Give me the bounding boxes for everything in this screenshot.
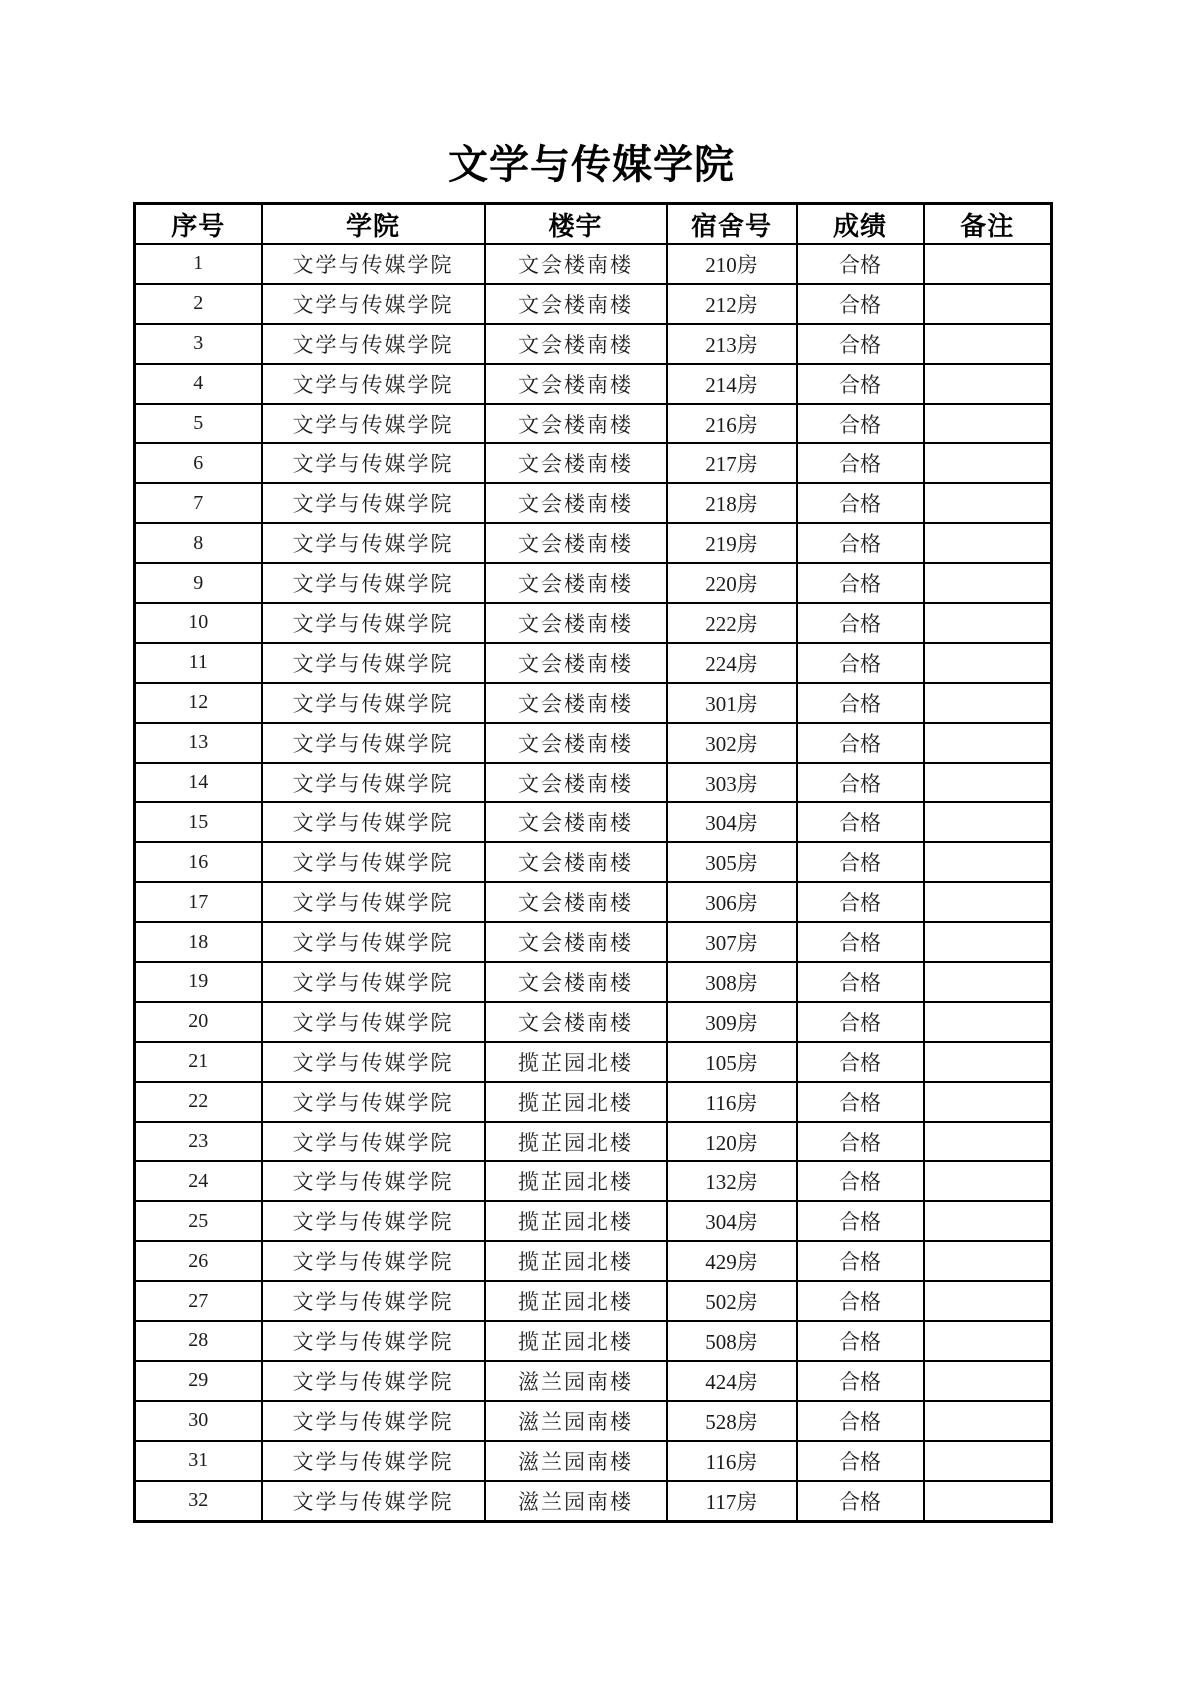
cell-grade: 合格 [797,603,924,643]
cell-index: 20 [135,1002,262,1042]
table-row [135,324,1052,364]
cell-grade: 合格 [797,1281,924,1321]
col-header-building: 楼宇 [485,204,667,245]
cell-remark [924,603,1052,643]
cell-room: 429房 [667,1241,797,1281]
cell-grade: 合格 [797,723,924,763]
cell-grade: 合格 [797,802,924,842]
cell-room: 216房 [667,404,797,444]
cell-room: 132房 [667,1161,797,1201]
cell-building: 揽芷园北楼 [485,1281,667,1321]
cell-grade: 合格 [797,324,924,364]
cell-remark [924,1361,1052,1401]
cell-grade: 合格 [797,882,924,922]
cell-remark [924,1042,1052,1082]
cell-remark [924,683,1052,723]
cell-index: 23 [135,1122,262,1162]
cell-building: 文会楼南楼 [485,483,667,523]
cell-college: 文学与传媒学院 [262,683,485,723]
cell-grade: 合格 [797,922,924,962]
cell-college: 文学与传媒学院 [262,1161,485,1201]
cell-room: 210房 [667,244,797,284]
cell-remark [924,1481,1052,1521]
cell-college: 文学与传媒学院 [262,1281,485,1321]
cell-grade: 合格 [797,1241,924,1281]
cell-room: 220房 [667,563,797,603]
cell-room: 502房 [667,1281,797,1321]
cell-index: 16 [135,842,262,882]
cell-room: 303房 [667,763,797,803]
cell-college: 文学与传媒学院 [262,404,485,444]
cell-index: 10 [135,603,262,643]
cell-room: 117房 [667,1481,797,1521]
cell-building: 文会楼南楼 [485,962,667,1002]
cell-grade: 合格 [797,962,924,1002]
cell-building: 滋兰园南楼 [485,1481,667,1521]
cell-grade: 合格 [797,1401,924,1441]
cell-college: 文学与传媒学院 [262,1481,485,1521]
cell-room: 301房 [667,683,797,723]
cell-grade: 合格 [797,1082,924,1122]
cell-remark [924,404,1052,444]
cell-building: 文会楼南楼 [485,683,667,723]
cell-remark [924,1082,1052,1122]
cell-college: 文学与传媒学院 [262,1042,485,1082]
cell-remark [924,364,1052,404]
cell-building: 文会楼南楼 [485,404,667,444]
cell-college: 文学与传媒学院 [262,483,485,523]
cell-room: 213房 [667,324,797,364]
cell-index: 28 [135,1321,262,1361]
cell-grade: 合格 [797,563,924,603]
cell-remark [924,1201,1052,1241]
cell-grade: 合格 [797,763,924,803]
cell-grade: 合格 [797,683,924,723]
cell-index: 12 [135,683,262,723]
cell-index: 17 [135,882,262,922]
cell-room: 304房 [667,1201,797,1241]
table-row [135,1042,1052,1082]
cell-index: 3 [135,324,262,364]
table-row [135,643,1052,683]
cell-building: 文会楼南楼 [485,284,667,324]
cell-college: 文学与传媒学院 [262,1401,485,1441]
table-row [135,723,1052,763]
cell-college: 文学与传媒学院 [262,763,485,803]
cell-remark [924,1161,1052,1201]
table-row [135,364,1052,404]
table-row [135,1161,1052,1201]
table-row [135,962,1052,1002]
cell-college: 文学与传媒学院 [262,364,485,404]
cell-index: 4 [135,364,262,404]
table-row [135,443,1052,483]
cell-room: 214房 [667,364,797,404]
cell-building: 文会楼南楼 [485,922,667,962]
cell-grade: 合格 [797,1161,924,1201]
table-row [135,1082,1052,1122]
table-row [135,1201,1052,1241]
cell-room: 305房 [667,842,797,882]
table-row [135,842,1052,882]
cell-building: 文会楼南楼 [485,324,667,364]
cell-room: 304房 [667,802,797,842]
cell-college: 文学与传媒学院 [262,523,485,563]
cell-grade: 合格 [797,443,924,483]
cell-remark [924,324,1052,364]
cell-building: 文会楼南楼 [485,364,667,404]
cell-building: 文会楼南楼 [485,443,667,483]
table-body [135,244,1052,1521]
col-header-grade: 成绩 [797,204,924,245]
table-row [135,1401,1052,1441]
cell-building: 文会楼南楼 [485,244,667,284]
cell-index: 7 [135,483,262,523]
cell-grade: 合格 [797,364,924,404]
cell-remark [924,244,1052,284]
table-row [135,1481,1052,1521]
cell-building: 文会楼南楼 [485,563,667,603]
cell-grade: 合格 [797,244,924,284]
cell-building: 揽芷园北楼 [485,1201,667,1241]
cell-remark [924,842,1052,882]
cell-room: 302房 [667,723,797,763]
cell-index: 6 [135,443,262,483]
table-row [135,922,1052,962]
cell-room: 306房 [667,882,797,922]
cell-index: 11 [135,643,262,683]
cell-room: 224房 [667,643,797,683]
cell-college: 文学与传媒学院 [262,1321,485,1361]
table-row [135,603,1052,643]
cell-remark [924,563,1052,603]
cell-remark [924,922,1052,962]
cell-room: 307房 [667,922,797,962]
cell-grade: 合格 [797,483,924,523]
cell-room: 219房 [667,523,797,563]
cell-building: 滋兰园南楼 [485,1361,667,1401]
table-header-row [135,204,1052,245]
cell-grade: 合格 [797,1441,924,1481]
cell-index: 1 [135,244,262,284]
cell-remark [924,1441,1052,1481]
cell-remark [924,1401,1052,1441]
table-row [135,1281,1052,1321]
cell-college: 文学与传媒学院 [262,443,485,483]
cell-index: 8 [135,523,262,563]
cell-building: 文会楼南楼 [485,523,667,563]
cell-building: 滋兰园南楼 [485,1401,667,1441]
cell-college: 文学与传媒学院 [262,324,485,364]
table-row [135,882,1052,922]
cell-building: 滋兰园南楼 [485,1441,667,1481]
cell-building: 文会楼南楼 [485,1002,667,1042]
cell-index: 22 [135,1082,262,1122]
cell-index: 24 [135,1161,262,1201]
cell-college: 文学与传媒学院 [262,284,485,324]
cell-building: 揽芷园北楼 [485,1241,667,1281]
cell-remark [924,763,1052,803]
table-row [135,1002,1052,1042]
col-header-index: 序号 [135,204,262,245]
cell-room: 424房 [667,1361,797,1401]
cell-college: 文学与传媒学院 [262,922,485,962]
cell-building: 文会楼南楼 [485,882,667,922]
cell-college: 文学与传媒学院 [262,882,485,922]
cell-college: 文学与传媒学院 [262,1361,485,1401]
table-row [135,1441,1052,1481]
table-row [135,763,1052,803]
table-row [135,563,1052,603]
cell-college: 文学与传媒学院 [262,603,485,643]
cell-room: 116房 [667,1441,797,1481]
dorm-inspection-table [133,202,1053,1523]
cell-remark [924,1122,1052,1162]
cell-remark [924,284,1052,324]
cell-remark [924,1281,1052,1321]
cell-index: 2 [135,284,262,324]
cell-room: 508房 [667,1321,797,1361]
cell-index: 13 [135,723,262,763]
table-row [135,1241,1052,1281]
cell-grade: 合格 [797,1122,924,1162]
cell-grade: 合格 [797,523,924,563]
cell-grade: 合格 [797,284,924,324]
cell-building: 文会楼南楼 [485,763,667,803]
cell-room: 212房 [667,284,797,324]
cell-grade: 合格 [797,643,924,683]
cell-building: 文会楼南楼 [485,603,667,643]
table-row [135,1321,1052,1361]
cell-college: 文学与传媒学院 [262,723,485,763]
cell-remark [924,802,1052,842]
cell-building: 文会楼南楼 [485,723,667,763]
cell-index: 18 [135,922,262,962]
cell-index: 19 [135,962,262,1002]
cell-remark [924,643,1052,683]
table-row [135,1361,1052,1401]
cell-remark [924,962,1052,1002]
cell-index: 32 [135,1481,262,1521]
cell-college: 文学与传媒学院 [262,962,485,1002]
table-row [135,523,1052,563]
cell-building: 文会楼南楼 [485,802,667,842]
cell-remark [924,1241,1052,1281]
cell-remark [924,443,1052,483]
cell-remark [924,723,1052,763]
cell-index: 15 [135,802,262,842]
cell-room: 308房 [667,962,797,1002]
cell-grade: 合格 [797,1042,924,1082]
cell-college: 文学与传媒学院 [262,802,485,842]
cell-grade: 合格 [797,404,924,444]
cell-college: 文学与传媒学院 [262,842,485,882]
cell-room: 116房 [667,1082,797,1122]
cell-college: 文学与传媒学院 [262,563,485,603]
cell-building: 文会楼南楼 [485,643,667,683]
cell-index: 31 [135,1441,262,1481]
cell-index: 27 [135,1281,262,1321]
cell-college: 文学与传媒学院 [262,643,485,683]
table-row [135,284,1052,324]
cell-building: 揽芷园北楼 [485,1122,667,1162]
cell-building: 文会楼南楼 [485,842,667,882]
cell-remark [924,1321,1052,1361]
cell-college: 文学与传媒学院 [262,1122,485,1162]
cell-remark [924,882,1052,922]
table-header [135,204,1052,245]
cell-college: 文学与传媒学院 [262,1082,485,1122]
cell-remark [924,1002,1052,1042]
cell-building: 揽芷园北楼 [485,1042,667,1082]
cell-grade: 合格 [797,842,924,882]
cell-index: 21 [135,1042,262,1082]
cell-room: 120房 [667,1122,797,1162]
cell-college: 文学与传媒学院 [262,1002,485,1042]
cell-remark [924,483,1052,523]
table-row [135,404,1052,444]
cell-grade: 合格 [797,1201,924,1241]
page-title: 文学与传媒学院 [448,142,735,187]
table-row [135,802,1052,842]
col-header-room: 宿舍号 [667,204,797,245]
cell-college: 文学与传媒学院 [262,1441,485,1481]
cell-grade: 合格 [797,1321,924,1361]
cell-college: 文学与传媒学院 [262,244,485,284]
table-row [135,244,1052,284]
cell-index: 5 [135,404,262,444]
cell-index: 25 [135,1201,262,1241]
cell-grade: 合格 [797,1002,924,1042]
col-header-remark: 备注 [924,204,1052,245]
table-row [135,1122,1052,1162]
cell-grade: 合格 [797,1361,924,1401]
cell-room: 217房 [667,443,797,483]
col-header-college: 学院 [262,204,485,245]
cell-remark [924,523,1052,563]
table-row [135,483,1052,523]
table-row [135,683,1052,723]
cell-room: 528房 [667,1401,797,1441]
cell-room: 105房 [667,1042,797,1082]
cell-room: 309房 [667,1002,797,1042]
cell-building: 揽芷园北楼 [485,1321,667,1361]
cell-room: 218房 [667,483,797,523]
cell-college: 文学与传媒学院 [262,1201,485,1241]
cell-index: 14 [135,763,262,803]
cell-index: 29 [135,1361,262,1401]
cell-grade: 合格 [797,1481,924,1521]
cell-building: 揽芷园北楼 [485,1161,667,1201]
cell-room: 222房 [667,603,797,643]
cell-index: 26 [135,1241,262,1281]
cell-index: 9 [135,563,262,603]
cell-index: 30 [135,1401,262,1441]
cell-college: 文学与传媒学院 [262,1241,485,1281]
cell-building: 揽芷园北楼 [485,1082,667,1122]
